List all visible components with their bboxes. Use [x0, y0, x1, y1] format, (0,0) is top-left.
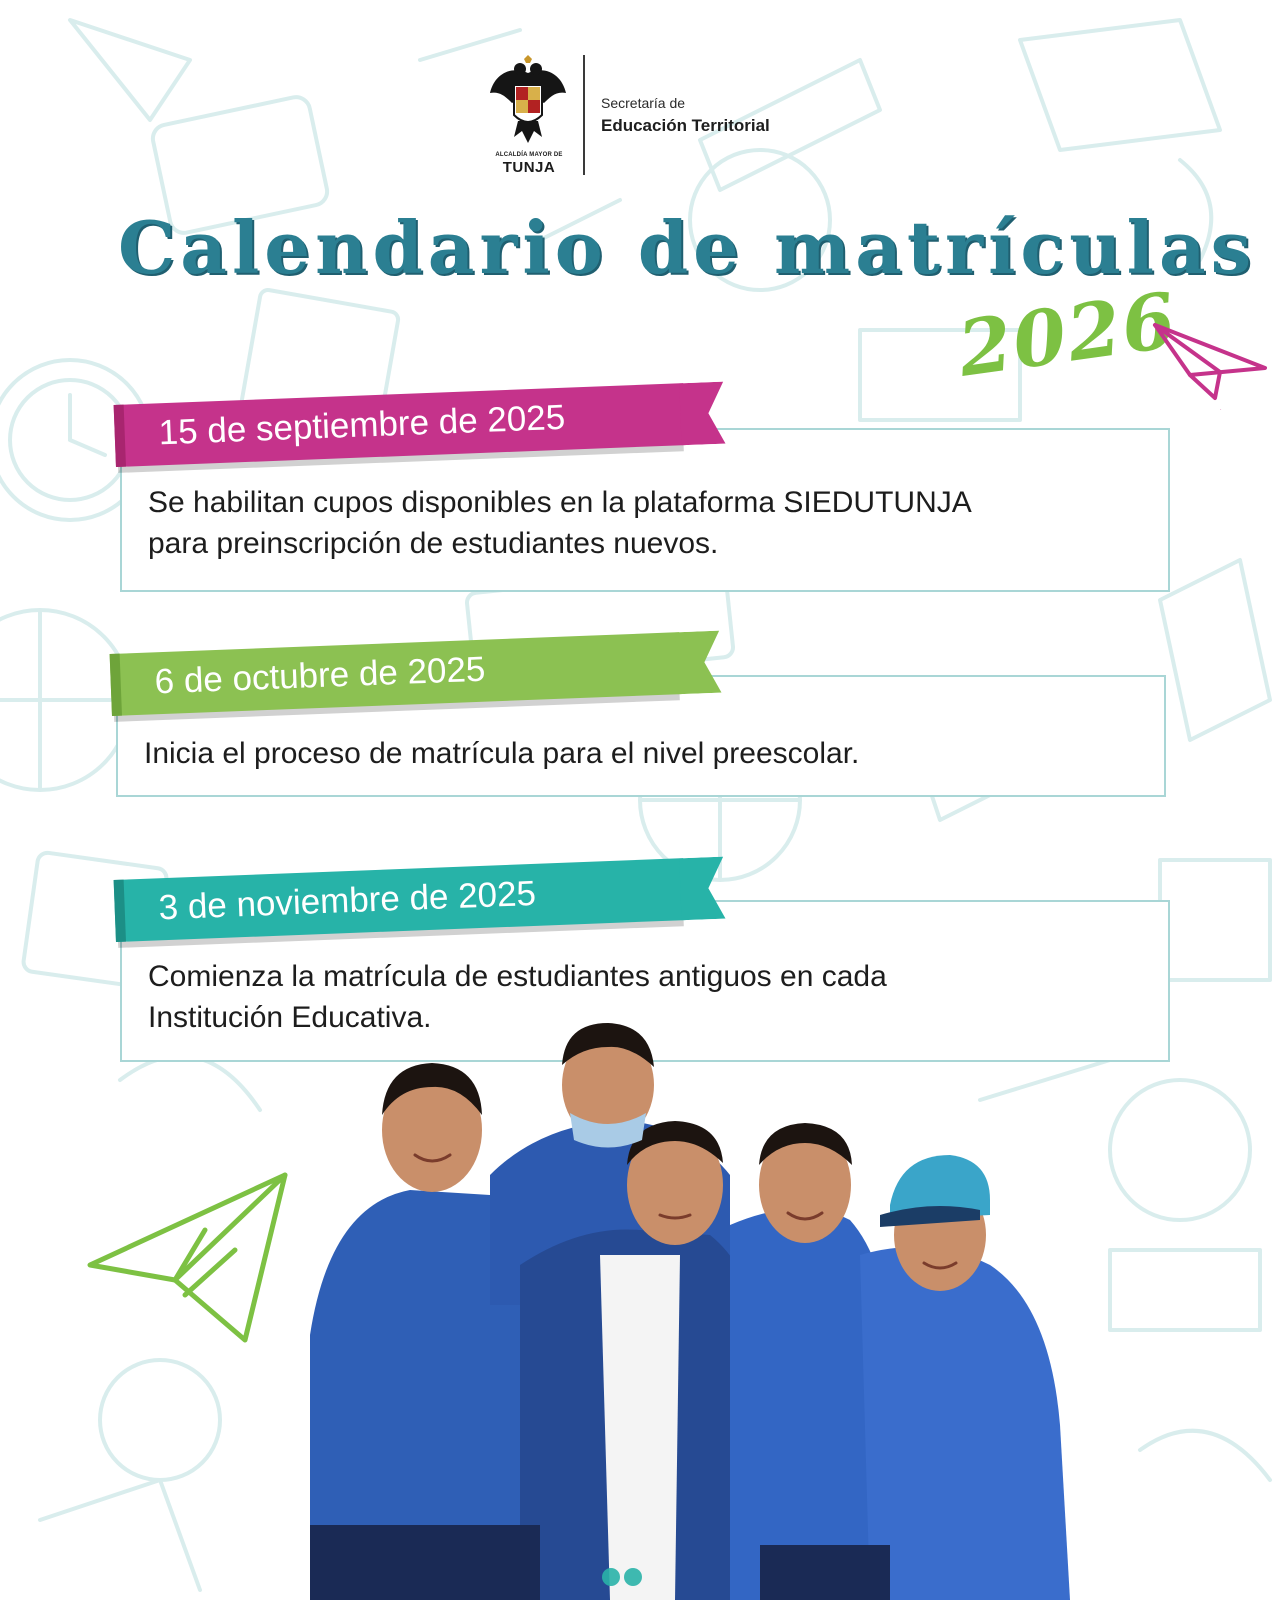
carousel-dot[interactable] — [602, 1568, 620, 1586]
event-description — [144, 733, 859, 774]
event-description-line: Comienza la matrícula de estudiantes antiguos en cada — [148, 960, 887, 993]
event-description — [148, 482, 972, 564]
event-description-line: Se habilitan cupos disponibles en la plataforma SIEDUTUNJA — [148, 486, 972, 519]
secretaria-label: Secretaría de — [601, 95, 686, 111]
carousel-dot[interactable] — [624, 1568, 642, 1586]
event-description-line: Institución Educativa. — [148, 1001, 432, 1034]
event-date: 15 de septiembre de 2025 — [157, 397, 566, 453]
page-title: Calendario de matrículas — [118, 205, 1257, 290]
event-description-line: para preinscripción de estudiantes nuevos. — [148, 527, 719, 560]
students-photo — [290, 1005, 1110, 1600]
paper-plane-icon — [85, 1170, 305, 1350]
title-year: 2026 — [952, 275, 1183, 394]
paper-plane-icon — [1150, 320, 1270, 410]
tunja-crest-icon — [488, 55, 568, 155]
institution-logo — [488, 55, 788, 180]
crest-city-name: TUNJA — [502, 159, 556, 176]
secretaria-name: Educación Territorial — [601, 116, 770, 135]
event-description-line: Inicia el proceso de matrícula para el nivel preescolar. — [144, 737, 860, 770]
event-date: 6 de octubre de 2025 — [153, 649, 487, 702]
carousel-pager — [602, 1568, 646, 1591]
event-date: 3 de noviembre de 2025 — [157, 873, 537, 928]
logo-divider — [583, 55, 585, 175]
crest-caption: ALCALDÍA MAYOR DE — [495, 152, 563, 158]
